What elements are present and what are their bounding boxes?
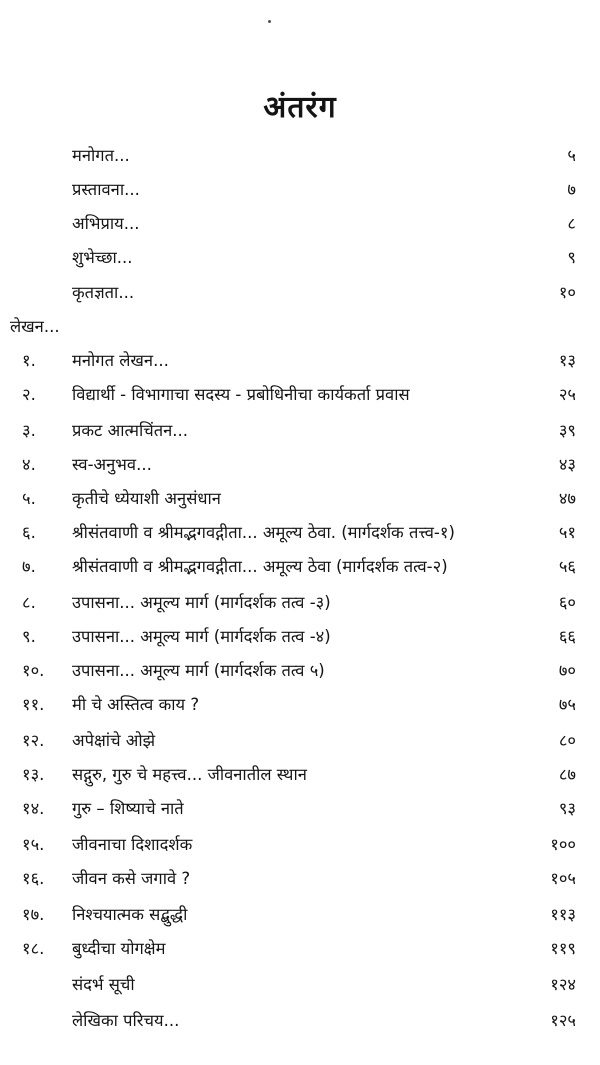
entry-page: ७० xyxy=(558,661,576,680)
toc-entry xyxy=(0,796,600,824)
entry-page: १२४ xyxy=(550,975,576,994)
entry-text: शुभेच्छा... xyxy=(72,248,133,267)
section-label: लेखन... xyxy=(10,317,60,336)
entry-number: २. xyxy=(22,385,36,404)
entry-text: संदर्भ सूची xyxy=(72,975,135,994)
entry-page: ९३ xyxy=(558,799,576,818)
toc-entry xyxy=(0,554,600,582)
front-matter-row xyxy=(0,245,600,273)
entry-text: गुरु – शिष्याचे नाते xyxy=(72,799,184,818)
entry-page: २५ xyxy=(558,385,576,404)
entry-number: ९. xyxy=(22,627,36,646)
entry-page: ८० xyxy=(558,731,576,750)
entry-page: ९ xyxy=(567,248,576,267)
front-matter-row xyxy=(0,280,600,308)
entry-page: ६० xyxy=(558,593,576,612)
toc-entry xyxy=(0,728,600,756)
front-matter-row xyxy=(0,177,600,205)
entry-page: ४७ xyxy=(558,489,576,508)
page-title: अंतरंग xyxy=(263,90,337,125)
back-matter-row xyxy=(0,1008,600,1036)
toc-entry xyxy=(0,486,600,514)
entry-page: १० xyxy=(558,283,576,302)
entry-number: १८. xyxy=(22,939,45,958)
entry-page: ७ xyxy=(567,180,576,199)
entry-text: मी चे अस्तित्व काय ? xyxy=(72,695,200,714)
toc-entry xyxy=(0,692,600,720)
entry-number: १३. xyxy=(22,765,45,784)
toc-entry xyxy=(0,348,600,376)
entry-text: उपासना... अमूल्य मार्ग (मार्गदर्शक तत्व -३) xyxy=(72,593,331,612)
entry-text: कृतीचे ध्येयाशी अनुसंधान xyxy=(72,489,221,508)
entry-number: १६. xyxy=(22,869,45,888)
entry-text: मनोगत... xyxy=(72,146,130,165)
entry-text: जीवन कसे जगावे ? xyxy=(72,869,191,888)
entry-number: १५. xyxy=(22,835,45,854)
entry-text: अभिप्राय... xyxy=(72,214,140,233)
entry-text: उपासना... अमूल्य मार्ग (मार्गदर्शक तत्व ५) xyxy=(72,661,325,680)
toc-entry xyxy=(0,452,600,480)
entry-text: अपेक्षांचे ओझे xyxy=(72,731,156,750)
toc-entry xyxy=(0,832,600,860)
toc-entry xyxy=(0,936,600,964)
entry-text: उपासना... अमूल्य मार्ग (मार्गदर्शक तत्व -४) xyxy=(72,627,331,646)
entry-number: ६. xyxy=(22,523,36,542)
toc-entry xyxy=(0,902,600,930)
entry-page: ७५ xyxy=(558,695,576,714)
toc-entry xyxy=(0,520,600,548)
entry-text: निश्चयात्मक सद्बुद्धी xyxy=(72,905,188,924)
toc-entry xyxy=(0,590,600,618)
toc-entry xyxy=(0,418,600,446)
entry-page: ८ xyxy=(567,214,576,233)
entry-page: १०५ xyxy=(550,869,576,888)
toc-entry xyxy=(0,624,600,652)
entry-number: ४. xyxy=(22,455,36,474)
entry-page: ५ xyxy=(567,146,576,165)
entry-page: ८७ xyxy=(558,765,576,784)
entry-number: १०. xyxy=(22,661,45,680)
front-matter-row xyxy=(0,143,600,171)
entry-number: ५. xyxy=(22,489,36,508)
entry-text: बुध्दीचा योगक्षेम xyxy=(72,939,166,958)
entry-text: श्रीसंतवाणी व श्रीमद्भगवद्गीता... अमूल्य ठेवा. (मार्गदर्शक तत्त्व-१) xyxy=(72,523,455,542)
speck-dot xyxy=(268,20,271,23)
entry-text: स्व-अनुभव... xyxy=(72,455,152,474)
entry-text: श्रीसंतवाणी व श्रीमद्भगवद्गीता... अमूल्य ठेवा (मार्गदर्शक तत्व-२) xyxy=(72,557,448,576)
entry-number: १२. xyxy=(22,731,45,750)
toc-entry xyxy=(0,658,600,686)
entry-page: १०० xyxy=(550,835,576,854)
entry-number: १४. xyxy=(22,799,45,818)
entry-number: ११. xyxy=(22,695,45,714)
toc-entry xyxy=(0,762,600,790)
entry-number: ८. xyxy=(22,593,36,612)
front-matter-row xyxy=(0,211,600,239)
entry-page: ११३ xyxy=(550,905,576,924)
entry-text: सद्गुरु, गुरु चे महत्त्व... जीवनातील स्थान xyxy=(72,765,307,784)
entry-page: ६६ xyxy=(558,627,576,646)
entry-number: १७. xyxy=(22,905,45,924)
back-matter-row xyxy=(0,972,600,1000)
entry-text: प्रकट आत्मचिंतन... xyxy=(72,421,189,440)
toc-entry xyxy=(0,382,600,410)
entry-page: १२५ xyxy=(550,1011,576,1030)
entry-text: प्रस्तावना... xyxy=(72,180,140,199)
entry-page: ५१ xyxy=(558,523,576,542)
entry-page: १३ xyxy=(558,351,576,370)
entry-number: १. xyxy=(22,351,36,370)
entry-text: कृतज्ञता... xyxy=(72,283,135,302)
entry-number: ३. xyxy=(22,421,36,440)
entry-page: ४३ xyxy=(558,455,576,474)
entry-page: ११९ xyxy=(550,939,576,958)
entry-page: ५६ xyxy=(558,557,576,576)
entry-page: ३९ xyxy=(558,421,576,440)
toc-entry xyxy=(0,866,600,894)
entry-text: मनोगत लेखन... xyxy=(72,351,169,370)
entry-number: ७. xyxy=(22,557,36,576)
entry-text: लेखिका परिचय... xyxy=(72,1011,180,1030)
entry-text: जीवनाचा दिशादर्शक xyxy=(72,835,193,854)
entry-text: विद्यार्थी - विभागाचा सदस्य - प्रबोधिनीचा कार्यकर्ता प्रवास xyxy=(72,385,410,404)
